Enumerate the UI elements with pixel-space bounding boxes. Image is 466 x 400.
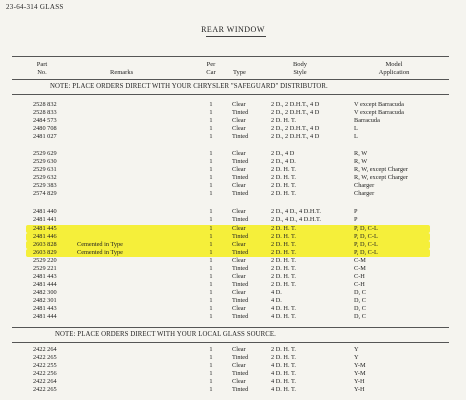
column-header-part-line2: No. [37,69,47,76]
note-chrysler: NOTE: PLACE ORDERS DIRECT WITH YOUR CHRYSLER "SAFEGUARD" DISTRIBUTOR. [50,83,328,90]
cell-per-car: 1 [209,386,213,393]
cell-type: Tinted [232,158,249,165]
column-header-remarks: Remarks [110,69,134,76]
cell-part: 2529 383 [33,182,57,189]
cell-type: Tinted [232,109,249,116]
table-row [0,362,466,370]
cell-app: P, D, C-L [354,233,378,240]
title-underline [206,36,266,37]
cell-app: V except Barracuda [354,109,404,116]
cell-app: R, W, except Charger [354,166,408,173]
cell-part: 2481 444 [33,313,57,320]
cell-part: 2480 708 [33,125,57,132]
cell-app: P [354,216,358,223]
cell-body: 4 D. H. T. [271,378,296,385]
cell-type: Tinted [232,386,249,393]
cell-type: Tinted [232,313,249,320]
note-local: NOTE: PLACE ORDERS DIRECT WITH YOUR LOCAL GLASS SOURCE. [55,331,276,338]
cell-per-car: 1 [209,166,213,173]
column-header-body-style-line1: Body [292,61,308,68]
table-row [0,273,466,281]
cell-part: 2422 256 [33,370,57,377]
cell-part: 2481 444 [33,281,57,288]
cell-per-car: 1 [209,101,213,108]
cell-part: 2529 221 [33,265,57,272]
column-header-per-car-line1: Per [206,61,216,68]
cell-per-car: 1 [209,241,213,248]
cell-app: Y [354,354,359,361]
cell-body: 2 D. H. T. [271,117,296,124]
note-local-rule-top [12,327,449,328]
cell-part: 2481 445 [33,225,57,232]
table-row [0,257,466,265]
table-row [0,233,466,241]
table-row [0,241,466,249]
cell-per-car: 1 [209,216,213,223]
header-rule-bottom [12,79,449,80]
cell-per-car: 1 [209,370,213,377]
cell-app: R, W [354,158,368,165]
cell-per-car: 1 [209,174,213,181]
cell-body: 2 D., 2 D.H.T., 4 D [271,133,320,140]
table-row [0,117,466,125]
cell-app: C-H [354,273,365,280]
cell-type: Tinted [232,233,249,240]
cell-app: P, D, C-L [354,241,378,248]
cell-body: 2 D. H. T. [271,257,296,264]
cell-type: Clear [232,125,246,132]
cell-app: Y-M [354,370,366,377]
cell-type: Tinted [232,281,249,288]
table-row [0,190,466,198]
cell-per-car: 1 [209,313,213,320]
cell-type: Clear [232,225,246,232]
cell-part: 2529 629 [33,150,57,157]
column-header-model-application [366,61,422,77]
table-row [0,174,466,182]
page-code: 23-64-314 GLASS [6,3,64,11]
cell-part: 2422 264 [33,346,57,353]
cell-part: 2422 265 [33,386,57,393]
cell-remarks: Cemented in Type [77,241,123,248]
cell-body: 2 D. H. T. [271,233,296,240]
cell-app: R, W [354,150,368,157]
cell-per-car: 1 [209,257,213,264]
cell-body: 2 D. H. T. [271,182,296,189]
cell-type: Clear [232,257,246,264]
cell-type: Clear [232,241,246,248]
column-header-model-application-line1: Model [385,61,403,68]
cell-body: 2 D. H. T. [271,225,296,232]
cell-body: 2 D. H. T. [271,190,296,197]
cell-type: Clear [232,305,246,312]
cell-per-car: 1 [209,354,213,361]
cell-per-car: 1 [209,265,213,272]
cell-type: Clear [232,289,246,296]
table-row [0,386,466,394]
cell-per-car: 1 [209,362,213,369]
cell-app: C-M [354,257,366,264]
table-row [0,166,466,174]
cell-body: 2 D., 4 D [271,150,295,157]
cell-per-car: 1 [209,297,213,304]
cell-remarks: Cemented in Type [77,249,123,256]
cell-body: 4 D. [271,297,282,304]
table-row [0,297,466,305]
cell-part: 2422 255 [33,362,57,369]
cell-body: 2 D., 2 D.H.T., 4 D [271,101,320,108]
cell-per-car: 1 [209,190,213,197]
column-header-per-car [198,61,224,77]
cell-app: D, C [354,305,366,312]
cell-type: Tinted [232,216,249,223]
table-row [0,265,466,273]
cell-body: 2 D. H. T. [271,281,296,288]
cell-type: Clear [232,166,246,173]
table-row [0,109,466,117]
cell-part: 2422 265 [33,354,57,361]
table-row [0,150,466,158]
cell-body: 2 D. H. T. [271,273,296,280]
table-row [0,101,466,109]
cell-body: 2 D. H. T. [271,354,296,361]
cell-per-car: 1 [209,133,213,140]
cell-body: 4 D. H. T. [271,370,296,377]
cell-per-car: 1 [209,289,213,296]
cell-app: P [354,208,358,215]
cell-part: 2422 264 [33,378,57,385]
cell-body: 2 D. H. T. [271,265,296,272]
header-rule-top [12,56,449,57]
cell-per-car: 1 [209,233,213,240]
cell-type: Tinted [232,297,249,304]
cell-type: Clear [232,117,246,124]
cell-per-car: 1 [209,378,213,385]
column-header-type: Type [233,69,246,76]
cell-per-car: 1 [209,158,213,165]
cell-per-car: 1 [209,125,213,132]
table-row [0,182,466,190]
note-local-rule-bottom [12,342,449,343]
cell-type: Tinted [232,174,249,181]
cell-app: C-H [354,281,365,288]
cell-type: Clear [232,273,246,280]
cell-app: V except Barracuda [354,101,404,108]
table-row [0,216,466,224]
cell-type: Clear [232,378,246,385]
column-header-part-line1: Part [36,61,48,68]
table-row [0,158,466,166]
cell-type: Tinted [232,133,249,140]
cell-type: Clear [232,346,246,353]
cell-per-car: 1 [209,273,213,280]
table-row [0,313,466,321]
cell-body: 2 D., 4 D., 4 D.H.T. [271,208,321,215]
cell-app: Y-H [354,386,365,393]
cell-part: 2529 220 [33,257,57,264]
cell-body: 2 D. H. T. [271,346,296,353]
cell-part: 2528 832 [33,101,57,108]
note-chrysler-rule [12,94,449,95]
cell-part: 2481 443 [33,305,57,312]
table-row [0,289,466,297]
cell-part: 2574 829 [33,190,57,197]
cell-part: 2529 630 [33,158,57,165]
cell-per-car: 1 [209,208,213,215]
cell-type: Clear [232,182,246,189]
cell-type: Clear [232,208,246,215]
cell-part: 2528 833 [33,109,57,116]
table-row [0,125,466,133]
cell-body: 2 D. H. T. [271,174,296,181]
column-header-body-style [280,61,320,77]
cell-part: 2481 443 [33,273,57,280]
cell-body: 2 D., 4 D., 4 D.H.T. [271,216,321,223]
cell-app: D, C [354,313,366,320]
cell-app: D, C [354,289,366,296]
cell-part: 2529 632 [33,174,57,181]
cell-body: 2 D. H. T. [271,241,296,248]
table-row [0,208,466,216]
cell-app: Charger [354,182,375,189]
cell-app: Barracuda [354,117,380,124]
cell-app: Charger [354,190,375,197]
cell-app: Y [354,346,359,353]
page-title: REAR WINDOW [201,25,265,34]
cell-per-car: 1 [209,281,213,288]
cell-body: 4 D. H. T. [271,386,296,393]
cell-app: C-M [354,265,366,272]
cell-body: 4 D. H. T. [271,313,296,320]
cell-type: Tinted [232,249,249,256]
cell-per-car: 1 [209,182,213,189]
table-row [0,249,466,257]
cell-part: 2482 301 [33,297,57,304]
cell-body: 2 D. H. T. [271,166,296,173]
cell-part: 2482 300 [33,289,57,296]
cell-body: 2 D., 2 D.H.T., 4 D [271,125,320,132]
cell-part: 2481 027 [33,133,57,140]
cell-part: 2481 446 [33,233,57,240]
column-header-per-car-line2: Car [206,69,216,76]
cell-app: L [354,133,358,140]
cell-app: R, W, except Charger [354,174,408,181]
column-header-model-application-line2: Application [378,69,410,76]
cell-type: Tinted [232,265,249,272]
table-row [0,281,466,289]
table-row [0,370,466,378]
column-header-body-style-line2: Style [293,69,307,76]
cell-per-car: 1 [209,346,213,353]
cell-part: 2481 441 [33,216,57,223]
cell-per-car: 1 [209,249,213,256]
cell-part: 2484 573 [33,117,57,124]
table-row [0,354,466,362]
cell-part: 2529 631 [33,166,57,173]
cell-type: Tinted [232,370,249,377]
column-header-part [24,61,60,77]
cell-part: 2603 828 [33,241,57,248]
cell-per-car: 1 [209,225,213,232]
cell-part: 2481 440 [33,208,57,215]
table-row [0,133,466,141]
cell-per-car: 1 [209,305,213,312]
cell-app: P, D, C-L [354,225,378,232]
cell-body: 4 D. [271,289,282,296]
cell-body: 2 D., 4 D. [271,158,296,165]
table-row [0,225,466,233]
cell-body: 4 D. H. T. [271,362,296,369]
cell-per-car: 1 [209,109,213,116]
cell-type: Clear [232,362,246,369]
cell-type: Clear [232,101,246,108]
cell-type: Tinted [232,354,249,361]
cell-app: D, C [354,297,366,304]
cell-app: P, D, C-L [354,249,378,256]
cell-per-car: 1 [209,117,213,124]
cell-per-car: 1 [209,150,213,157]
table-row [0,305,466,313]
cell-body: 4 D. H. T. [271,305,296,312]
cell-app: Y-M [354,362,366,369]
cell-type: Tinted [232,190,249,197]
cell-app: L [354,125,358,132]
cell-body: 2 D. H. T. [271,249,296,256]
table-row [0,346,466,354]
cell-type: Clear [232,150,246,157]
cell-app: Y-H [354,378,365,385]
table-row [0,378,466,386]
cell-part: 2603 829 [33,249,57,256]
cell-body: 2 D., 2 D.H.T., 4 D [271,109,320,116]
